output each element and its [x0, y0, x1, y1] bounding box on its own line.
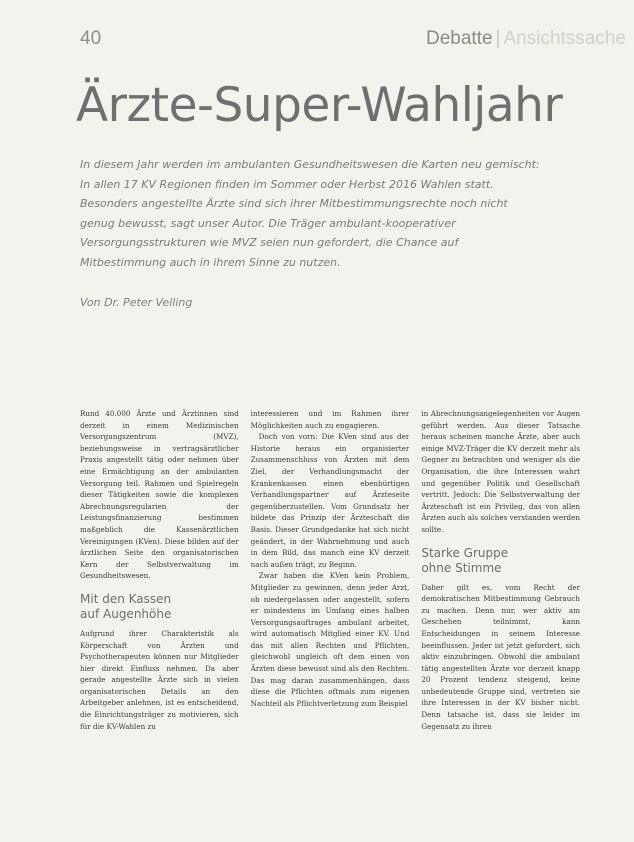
body-paragraph: in Abrechnungsangelegenheiten vor Augen geführt werden. Aus dieser Tatsache heraus scheinen manche Ärzte, aber auch einige MVZ-Träger die KV derzeit mehr als Gegner zu betrachten und weniger als die Organisation, die ihre Interessen wahrt und gegenüber Politik und Gesellschaft vertritt. Jedoch: Die Selbstverwaltung der Ärzteschaft ist ein Privileg, das von allen Ärzten auch als solches verstanden werden sollte. — [421, 409, 581, 534]
body-paragraph: interessieren und im Rahmen ihrer Möglichkeiten auch zu engagieren. — [250, 409, 410, 430]
body-paragraph: Zwar haben die KVen kein Problem, Mitglieder zu gewinnen, denn jeder Arzt, ob niedergelassen oder angestellt, sofern er mindestens im Umfang eines halben Versorgungsauftrages ambulant arbeitet, wird automatisch Mitglied einer KV. Und das mit allen Rechten und Pflichten, gleichwohl ungleich oft dem einen von Ärzten diese bewusst sind als den Rechten. Das mag daran zusammenhängen, dass diese die Pflichten oftmals zum eigenen Nachteil als Pflichtverletzung zum Beispiel — [250, 571, 410, 708]
body-paragraph: Doch von vorn: Die KVen sind aus der Historie heraus ein organisierter Zusammenschluss von Ärzten mit dem Ziel, der Verhandlungsmacht der Krankenkassen einen ebenbürtigen Verhandlungspartner auf Ärzteseite gegenüberzustellen. Vom Grundsatz her bildete das Prinzip der Ärzteschaft die Basis. Dieser Grundgedanke hat sich nicht geändert, in der Wahrnehmung und auch in dem Bild, das manch eine KV derzeit nach außen trägt, zu Beginn. — [250, 432, 410, 569]
subheading-line: auf Augenhöhe — [80, 606, 172, 621]
article-title: Ärzte-Super-Wahljahr — [76, 78, 563, 133]
article-byline: Von Dr. Peter Velling — [80, 296, 193, 309]
section-separator: | — [495, 28, 501, 49]
subheading-line: Mit den Kassen — [80, 591, 172, 606]
subheading-line: ohne Stimme — [421, 560, 502, 575]
body-paragraph: Aufgrund ihrer Charakteristik als Körperschaft von Ärzten und Psychotherapeuten können nur Mitglieder hier direkt Einfluss nehmen. Da aber gerade angestellte Ärzte sich in vielen organisatorischen Details an den Arbeitgeber anlehnen, ist es entscheidend, die Einrichtungsträger zu motivieren, sich für die KV-Wahlen zu — [80, 628, 239, 731]
body-paragraph: Daher gilt es, vom Recht der demokratischen Mitbestimmung Gebrauch zu machen. Denn nur, wer aktiv am Geschehen teilnimmt, kann Entscheidungen in seinem Interesse beeinflussen. Jeder ist jetzt gefordert, sich aktiv einzubringen. Obwohl die ambulant tätig angestellten Ärzte vor derzeit knapp 20 Prozent tendenz steigend, keine unbedeutende Gruppe sind, vertreten sie ihre Interessen in der KV bisher nicht. Denn tatsache ist, dass sie leider im Gegensatz zu ihren — [421, 582, 581, 731]
subsection-label: Ansichtssache — [503, 28, 626, 49]
body-paragraph: Rund 40.000 Ärzte und Ärztinnen sind derzeit in einem Medizinischen Versorgungszentrum (MVZ), beziehungsweise in vertragsärztlicher Praxis angestellt tätig oder nehmen über eine Ermächtigung an der ambulanten Versorgung teil. Rahmen und Spielregeln dieser Tätigkeiten sowie die komplexen Abrechnungsregularien der Leistungsfinanzierung bestimmen maßgeblich die Kassenärztlichen Vereinigungen (KVen). Diese bilden auf der ärztlichen Seite den organisatorischen Kern der Selbstverwaltung im Gesundheitswesen. — [80, 409, 239, 581]
section-label: Debatte — [426, 28, 493, 49]
section-header — [426, 28, 626, 50]
text-column-3 — [421, 408, 580, 808]
subheading-gruppe — [421, 546, 580, 576]
article-body — [80, 408, 580, 808]
subheading-kassen — [80, 592, 239, 622]
text-column-2 — [251, 408, 410, 808]
page-number: 40 — [80, 28, 102, 49]
subheading-line: Starke Gruppe — [421, 545, 509, 560]
article-lead: In diesem Jahr werden im ambulanten Gesundheitswesen die Karten neu gemischt: In allen 17 KV Regionen finden im Sommer oder Herbst 2016 Wahlen statt. Besonders angestellte Ärzte sind sich ihrer Mitbestimmungsrechte noch nicht genug bewusst, sagt unser Autor. Die Träger ambulant-kooperativer Versorgungsstrukturen wie MVZ seien nun gefordert, die Chance auf Mitbestimmung auch in ihrem Sinne zu nutzen. — [80, 158, 540, 269]
text-column-1 — [80, 408, 239, 808]
